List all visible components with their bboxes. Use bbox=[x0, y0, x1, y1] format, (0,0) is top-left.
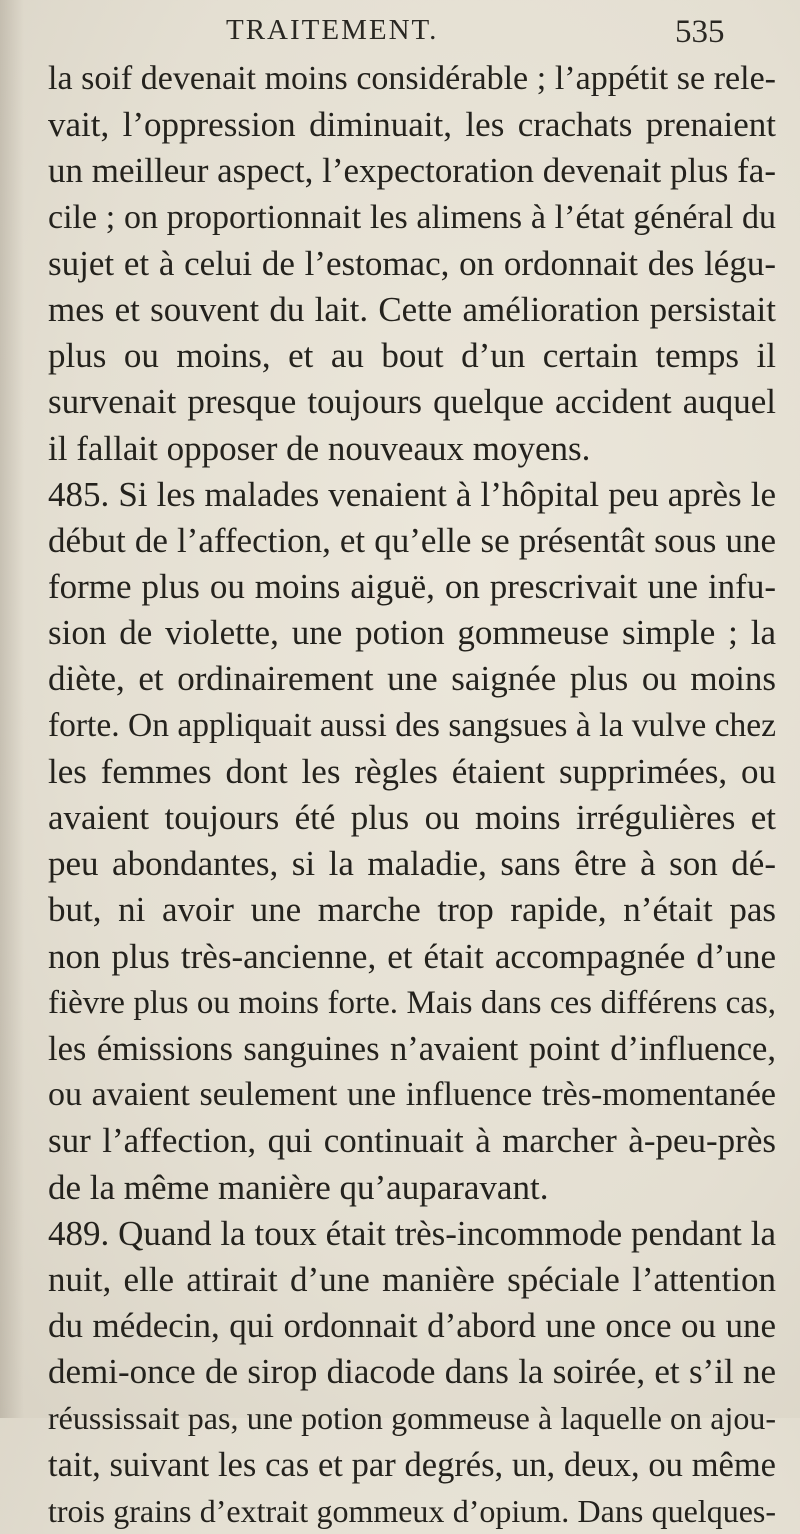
paragraph-end-line: de la même manière qu’auparavant. bbox=[48, 1167, 549, 1207]
text-line: avaient toujours été plus ou moins irrégulières et bbox=[48, 798, 776, 837]
text-line: non plus très-ancienne, et était accompagnée d’une bbox=[48, 936, 776, 976]
text-line: ou avaient seulement une influence très-momentanée bbox=[48, 1076, 776, 1114]
text-line: trois grains d’extrait gommeux d’opium. Dans quelques- bbox=[48, 1492, 776, 1529]
text-line: diète, et ordinairement une saignée plus ou moins bbox=[48, 659, 776, 699]
text-line: forme plus ou moins aiguë, on prescrivait une infu- bbox=[48, 567, 776, 607]
text-line: tait, suivant les cas et par degrés, un, deux, ou même bbox=[48, 1445, 776, 1484]
text-line: début de l’affection, et qu’elle se présentât sous une bbox=[48, 520, 776, 560]
text-line: but, ni avoir une marche trop rapide, n’était pas bbox=[48, 890, 776, 930]
text-line: mes et souvent du lait. Cette amélioration persistait bbox=[48, 289, 776, 329]
text-line: sion de violette, une potion gommeuse simple ; la bbox=[48, 613, 776, 653]
text-line: sur l’affection, qui continuait à marcher à-peu-près bbox=[48, 1121, 776, 1161]
paragraph-end-line: il fallait opposer de nouveaux moyens. bbox=[48, 428, 591, 468]
paragraph-start-line: 485. Si les malades venaient à l’hôpital peu après le bbox=[48, 474, 776, 514]
page-edge-shadow bbox=[0, 0, 24, 1418]
text-line: les émissions sanguines n’avaient point d’influence, bbox=[48, 1029, 776, 1068]
text-line: du médecin, qui ordonnait d’abord une once ou une bbox=[48, 1306, 776, 1346]
text-line: cile ; on proportionnait les alimens à l’état général du bbox=[48, 198, 776, 236]
text-line: peu abondantes, si la maladie, sans être à son dé- bbox=[48, 844, 776, 884]
text-line: fièvre plus ou moins forte. Mais dans ces différens cas, bbox=[48, 984, 776, 1021]
text-line: vait, l’oppression diminuait, les crachats prenaient bbox=[48, 105, 776, 145]
text-line: un meilleur aspect, l’expectoration devenait plus fa- bbox=[48, 151, 776, 191]
text-line: nuit, elle attirait d’une manière spéciale l’attention bbox=[48, 1259, 776, 1299]
text-line: survenait presque toujours quelque accident auquel bbox=[48, 382, 776, 422]
text-line: forte. On appliquait aussi des sangsues à la vulve chez bbox=[48, 706, 776, 744]
text-line: plus ou moins, et au bout d’un certain temps il bbox=[48, 336, 776, 376]
running-title: TRAITEMENT. bbox=[226, 14, 439, 46]
text-line: sujet et à celui de l’estomac, on ordonnait des légu- bbox=[48, 243, 776, 283]
text-line: demi-once de sirop diacode dans la soirée, et s’il ne bbox=[48, 1352, 776, 1392]
text-line: la soif devenait moins considérable ; l’appétit se rele- bbox=[48, 60, 776, 97]
text-line: réussissait pas, une potion gommeuse à laquelle on ajou- bbox=[48, 1400, 776, 1437]
page-header bbox=[0, 14, 800, 54]
page-number: 535 bbox=[675, 14, 725, 50]
text-line: les femmes dont les règles étaient supprimées, ou bbox=[48, 751, 776, 791]
paragraph-start-line: 489. Quand la toux était très-incommode pendant la bbox=[48, 1213, 776, 1253]
body-text bbox=[48, 56, 776, 1534]
